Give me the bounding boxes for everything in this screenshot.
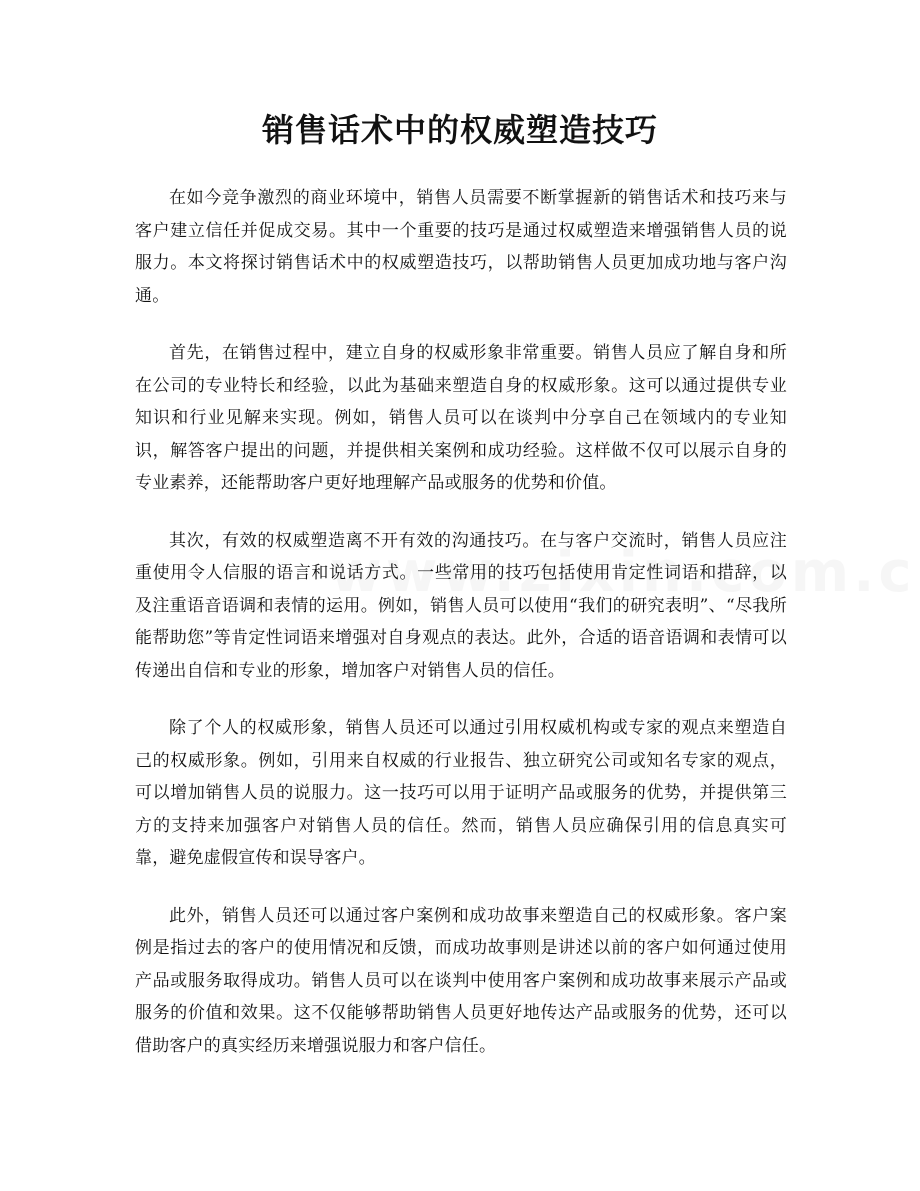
paragraph-2: 首先，在销售过程中，建立自身的权威形象非常重要。销售人员应了解自身和所在公司的专业特长和经验，以此为基础来塑造自身的权威形象。这可以通过提供专业知识和行业见解来实现。例如，销售人员可以在谈判中分享自己在领域内的专业知识，解答客户提出的问题，并提供相关案例和成功经验。这样做不仅可以展示自身的专业素养，还能帮助客户更好地理解产品或服务的优势和价值。 bbox=[135, 343, 787, 493]
paragraph-5: 此外，销售人员还可以通过客户案例和成功故事来塑造自己的权威形象。客户案例是指过去的客户的使用情况和反馈，而成功故事则是讲述以前的客户如何通过使用产品或服务取得成功。销售人员可以在谈判中使用客户案例和成功故事来展示产品或服务的价值和效果。这不仅能够帮助销售人员更好地传达产品或服务的优势，还可以借助客户的真实经历来增强说服力和客户信任。 bbox=[135, 905, 787, 1056]
paragraph-1: 在如今竞争激烈的商业环境中，销售人员需要不断掌握新的销售话术和技巧来与客户建立信任并促成交易。其中一个重要的技巧是通过权威塑造来增强销售人员的说服力。本文将探讨销售话术中的权威塑造技巧，以帮助销售人员更加成功地与客户沟通。 bbox=[135, 188, 787, 306]
paragraph-4: 除了个人的权威形象，销售人员还可以通过引用权威机构或专家的观点来塑造自己的权威形象。例如，引用来自权威的行业报告、独立研究公司或知名专家的观点，可以增加销售人员的说服力。这一技巧可以用于证明产品或服务的优势，并提供第三方的支持来加强客户对销售人员的信任。然而，销售人员应确保引用的信息真实可靠，避免虚假宣传和误导客户。 bbox=[135, 718, 787, 868]
document-body bbox=[135, 182, 787, 1087]
page-title: 销售话术中的权威塑造技巧 bbox=[261, 111, 658, 149]
paragraph-3: 其次，有效的权威塑造离不开有效的沟通技巧。在与客户交流时，销售人员应注重使用令人信服的语言和说话方式。一些常用的技巧包括使用肯定性词语和措辞，以及注重语音语调和表情的运用。例如，销售人员可以使用“我们的研究表明”、“尽我所能帮助您”等肯定性词语来增强对自身观点的表达。此外，合适的语音语调和表情可以传递出自信和专业的形象，增加客户对销售人员的信任。 bbox=[135, 530, 787, 681]
